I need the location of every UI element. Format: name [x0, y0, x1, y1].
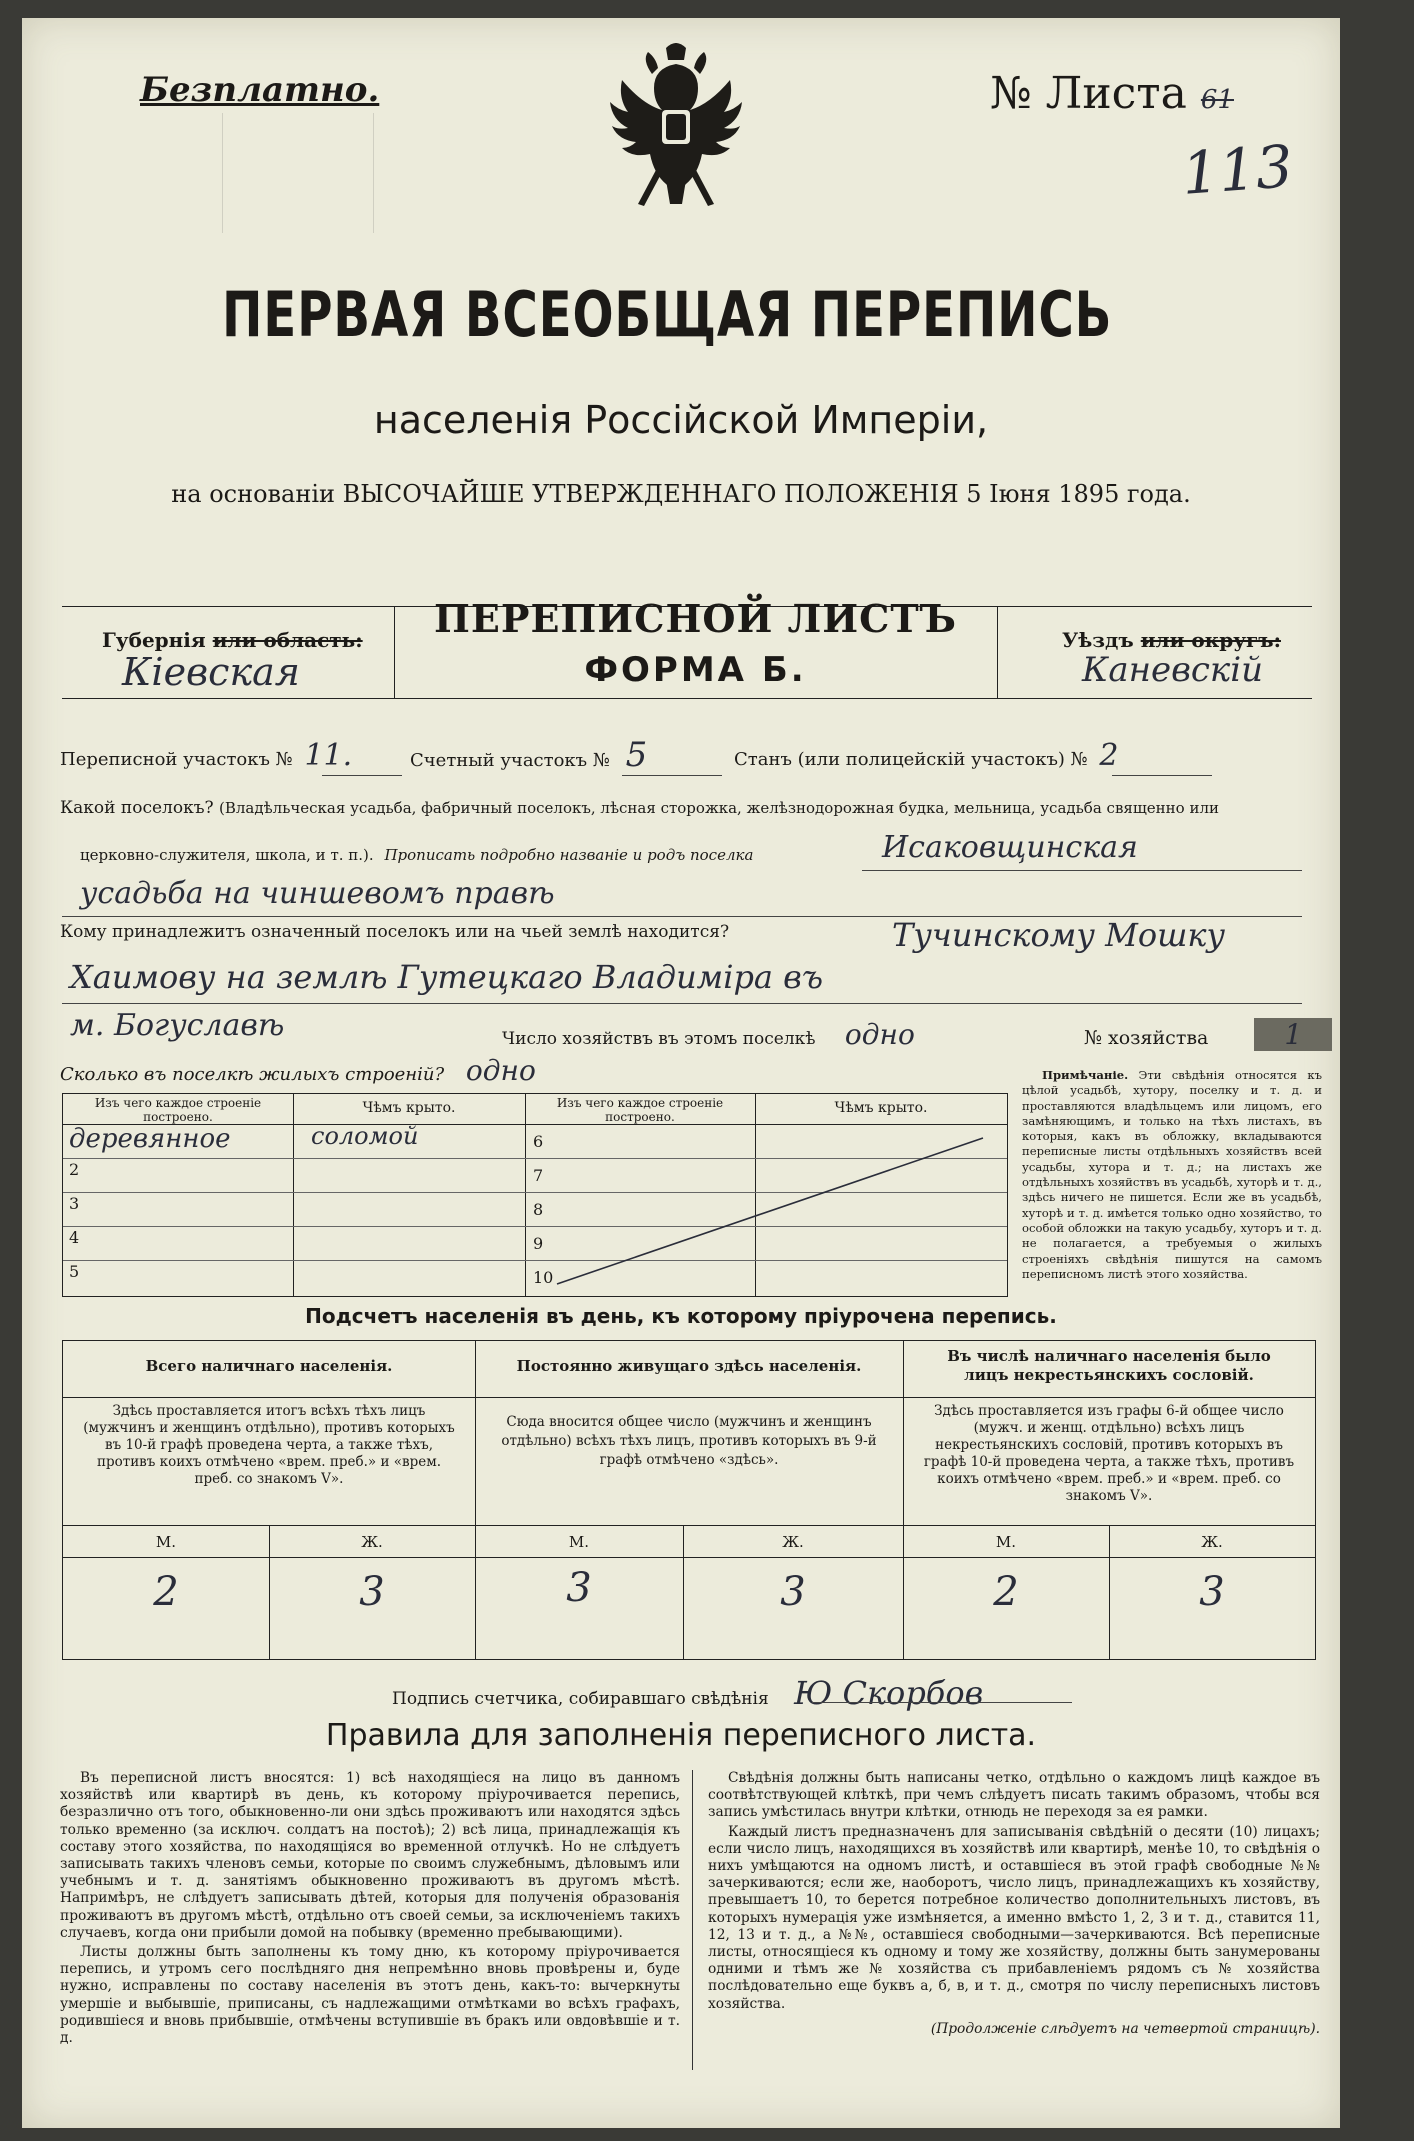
- sheet-number-label: № Листа: [990, 68, 1187, 119]
- count-col1-title: Всего наличнаго населенія.: [145, 1357, 393, 1375]
- buildings-header-material-left: Изъ чего каждое строеніе построено.: [94, 1096, 262, 1124]
- count-m-label: М.: [568, 1533, 590, 1551]
- count-nonpeasant-male: 2: [993, 1569, 1019, 1615]
- guberniya-value: Кіевская: [122, 650, 300, 694]
- uezd-value: Каневскій: [1082, 650, 1264, 690]
- note-title: Примѣчаніе.: [1042, 1068, 1129, 1082]
- count-permanent-female: 3: [780, 1569, 806, 1615]
- owner-value-1: Тучинскому Мошку: [892, 916, 1226, 954]
- buildings-table: [62, 1093, 1008, 1297]
- counter-signature: Подпись счетчика, собиравшаго свѣдѣнія Ю Скорбов: [392, 1674, 984, 1712]
- building-1-roof: соломой: [311, 1122, 419, 1150]
- buildings-header-roof-right: Чѣмъ крыто.: [834, 1100, 928, 1116]
- building-row-num: 6: [533, 1132, 544, 1151]
- uezd-label: Уѣздъ или округъ:: [1062, 628, 1281, 652]
- owner-value-2: Хаимову на землѣ Гутецкаго Владиміра въ: [70, 958, 824, 996]
- census-form-sheet: [22, 18, 1340, 2128]
- rules-left-column: [60, 1770, 680, 2047]
- census-district-field: Переписной участокъ № 11.: [60, 738, 353, 773]
- count-m-label: М.: [155, 1533, 177, 1551]
- building-row-num: 3: [69, 1194, 80, 1213]
- building-row-num: 9: [533, 1234, 544, 1253]
- count-f-label: Ж.: [782, 1533, 804, 1551]
- count-col2-title: Постоянно живущаго здѣсь населенія.: [516, 1357, 862, 1375]
- building-row-num: 10: [533, 1268, 554, 1287]
- building-row-num: 8: [533, 1200, 544, 1219]
- settlement-hint: церковно-служителя, школа, и т. п.). Прописать подробно названіе и родъ поселка: [80, 846, 754, 864]
- count-nonpeasant-female: 3: [1199, 1569, 1225, 1615]
- building-row-num: 4: [69, 1228, 80, 1247]
- free-label: Безплатно.: [140, 70, 380, 110]
- count-table: [62, 1340, 1316, 1660]
- count-heading: Подсчетъ населенія въ день, къ которому пріурочена перепись.: [305, 1304, 1057, 1328]
- count-col3-desc: Здѣсь проставляется изъ графы 6-й общее число (мужч. и женщ. отдѣльно) всѣхъ лицъ некрестьянскихъ сословій, противъ которыхъ въ графѣ 10-й проведена черта, а также тѣхъ, противъ коихъ отмѣчено «врем. преб.» и «врем. преб. со знакомъ V».: [923, 1403, 1295, 1504]
- rules-left-p2: Листы должны быть заполнены къ тому дню, къ которому пріурочивается перепись, и утромъ сего послѣдняго дня непремѣнно вновь провѣрены и, буде нужно, исправлены по составу населенія въ этотъ день, какъ-то: вычеркнуты умершіе и выбывшіе, приписаны, съ надлежащими отмѣтками во всѣхъ графахъ, родившіеся и вновь прибывшіе, отмѣчены вступившіе въ бракъ или овдовѣвшіе и т. д.: [60, 1944, 680, 2047]
- rules-heading: Правила для заполненія переписного листа.: [325, 1718, 1037, 1753]
- stan-field: Станъ (или полицейскій участокъ) № 2: [734, 738, 1119, 773]
- building-1-material: деревянное: [69, 1124, 231, 1154]
- rules-right-p2: Каждый листъ предназначенъ для записыванія свѣдѣній о десяти (10) лицахъ; если число лицъ, находящихся въ хозяйствѣ или квартирѣ, менѣе 10, то свѣдѣнія о нихъ умѣщаются на одномъ листѣ, и оставшіеся въ этой графѣ свободные №№ зачеркиваются; если же, наоборотъ, число лицъ, принадлежащихъ къ хозяйству, превышаетъ 10, то берется потребное количество дополнительныхъ листовъ, въ которыхъ нумерація уже измѣняется, а именно вмѣсто 1, 2, 3 и т. д., ставится 11, 12, 13 и т. д., а №№, оставшіеся свободными—зачеркиваются. Всѣ переписные листы, относящіеся къ одному и тому же хозяйству, должны быть занумерованы одними и тѣмъ же № хозяйства съ прибавленіемъ рядомъ съ № хозяйства послѣдовательно еще буквъ а, б, в, и т. д., смотря по числу переписныхъ листовъ хозяйства.: [708, 1823, 1320, 2012]
- sheet-form-title: ПЕРЕПИСНОЙ ЛИСТЪ: [434, 596, 957, 641]
- count-col3-title: Въ числѣ наличнаго населенія было лицъ некрестьянскихъ сословій.: [947, 1347, 1271, 1384]
- count-col2-desc: Сюда вносится общее число (мужчинъ и женщинъ отдѣльно) всѣхъ тѣхъ лицъ, противъ которыхъ въ 9-й графѣ отмѣчено «здѣсь».: [501, 1414, 877, 1468]
- building-row-num: 2: [69, 1160, 80, 1179]
- count-permanent-male: 3: [566, 1565, 592, 1611]
- rules-right-p1: Свѣдѣнія должны быть написаны четко, отдѣльно о каждомъ лицѣ каждое въ соотвѣтствующей клѣткѣ, при чемъ слѣдуетъ писать такимъ образомъ, чтобы вся запись умѣстилась внутри клѣтки, отнюдь не переходя за ея рамки.: [708, 1770, 1320, 1821]
- buildings-header-roof-left: Чѣмъ крыто.: [362, 1100, 456, 1116]
- strike-through-line: [553, 1134, 993, 1294]
- settlement-value-1: Исаковщинская: [882, 830, 1138, 865]
- note-text: Эти свѣдѣнія относятся къ цѣлой усадьбѣ, хутору, поселку и т. д. и проставляются владѣльцемъ или лицомъ, его замѣняющимъ, и только на тѣхъ листахъ, въ которыя, какъ въ обложку, вкладываются переписные листы отдѣльныхъ хозяйствъ всей усадьбы, хутора и т. д.; на листахъ же отдѣльныхъ хозяйствъ въ усадьбѣ, хуторѣ и т. д., здѣсь ничего не пишется. Если же въ усадьбѣ, хуторѣ и т. д. имѣется только одно хозяйство, то особой обложки на такую усадьбу, хуторъ и т. д. не полагается, а требуемыя о жилыхъ строеніяхъ свѣдѣнія пишутся на самомъ переписномъ листѣ этого хозяйства.: [1022, 1068, 1322, 1281]
- building-row-num: 7: [533, 1166, 544, 1185]
- imperial-eagle-emblem: [600, 40, 752, 218]
- count-f-label: Ж.: [1201, 1533, 1223, 1551]
- note-block: [1022, 1068, 1322, 1282]
- count-m-label: М.: [995, 1533, 1017, 1551]
- settlement-question: Какой поселокъ? (Владѣльческая усадьба, фабричный поселокъ, лѣсная сторожка, желѣзнодорожная будка, мельница, усадьба священно или: [60, 798, 1219, 818]
- count-present-female: 3: [359, 1569, 385, 1615]
- sheet-number: [990, 68, 1234, 119]
- sheet-number-handwritten: 113: [1179, 132, 1295, 208]
- owner-value-3: м. Богуславѣ: [70, 1008, 285, 1043]
- buildings-header-material-right: Изъ чего каждое строеніе построено.: [556, 1096, 724, 1124]
- household-number-field: № хозяйства 1: [1084, 1018, 1332, 1051]
- rules-right-column: [708, 1770, 1320, 2038]
- building-row-num: 5: [69, 1262, 80, 1281]
- census-basis: на основаніи ВЫСОЧАЙШЕ УТВЕРЖДЕННАГО ПОЛОЖЕНІЯ 5 Іюня 1895 года.: [171, 480, 1191, 508]
- rules-left-p1: Въ переписной листъ вносятся: 1) всѣ находящіеся на лицо въ данномъ хозяйствѣ или квартирѣ въ день, къ которому пріурочивается перепись, безразлично отъ того, обыкновенно-ли они здѣсь проживаютъ или находятся здѣсь только временно (за исключ. солдатъ на постоѣ); 2) всѣ лица, принадлежащія къ составу этого хозяйства, по находящіяся во временной отлучкѣ. Но не слѣдуетъ записывать такихъ членовъ семьи, которые по своимъ служебнымъ, дѣловымъ или учебнымъ и т. д. занятіямъ обыкновенно проживаютъ въ другомъ мѣстѣ. Напримѣръ, не слѣдуетъ записывать дѣтей, которыя для полученія образованія проживаютъ въ другомъ мѣстѣ, отдѣльно отъ своей семьи, за исключеніемъ такихъ случаевъ, когда они прибыли домой на побывку (временно пребывающими).: [60, 1770, 680, 1941]
- sheet-number-struck: 61: [1200, 85, 1234, 115]
- households-field: Число хозяйствъ въ этомъ поселкѣ одно: [502, 1018, 915, 1051]
- count-f-label: Ж.: [361, 1533, 383, 1551]
- owner-question: Кому принадлежитъ означенный поселокъ или на чьей землѣ находится?: [60, 922, 730, 942]
- settlement-value-2: усадьба на чиншевомъ правѣ: [80, 876, 555, 911]
- count-present-male: 2: [153, 1569, 179, 1615]
- census-subtitle: населенія Россійской Имперіи,: [373, 398, 989, 442]
- rules-continuation: (Продолженіе слѣдуетъ на четвертой страницѣ).: [930, 2020, 1320, 2037]
- bleed-through-text: [62, 113, 462, 233]
- form-b-title: ФОРМА Б.: [584, 650, 807, 690]
- buildings-field: Сколько въ поселкѣ жилыхъ строеній? одно: [60, 1054, 536, 1087]
- guberniya-label: Губернія или область:: [102, 628, 363, 652]
- count-col1-desc: Здѣсь проставляется итогъ всѣхъ тѣхъ лицъ (мужчинъ и женщинъ отдѣльно), противъ которыхъ въ 10-й графѣ проведена черта, а также тѣхъ, противъ коихъ отмѣчено «врем. преб.» и «врем. преб. со знакомъ V».: [83, 1403, 455, 1487]
- census-title: ПЕРВАЯ ВСЕОБЩАЯ ПЕРЕПИСЬ: [222, 278, 1113, 351]
- counting-district-field: Счетный участокъ № 5: [410, 735, 648, 775]
